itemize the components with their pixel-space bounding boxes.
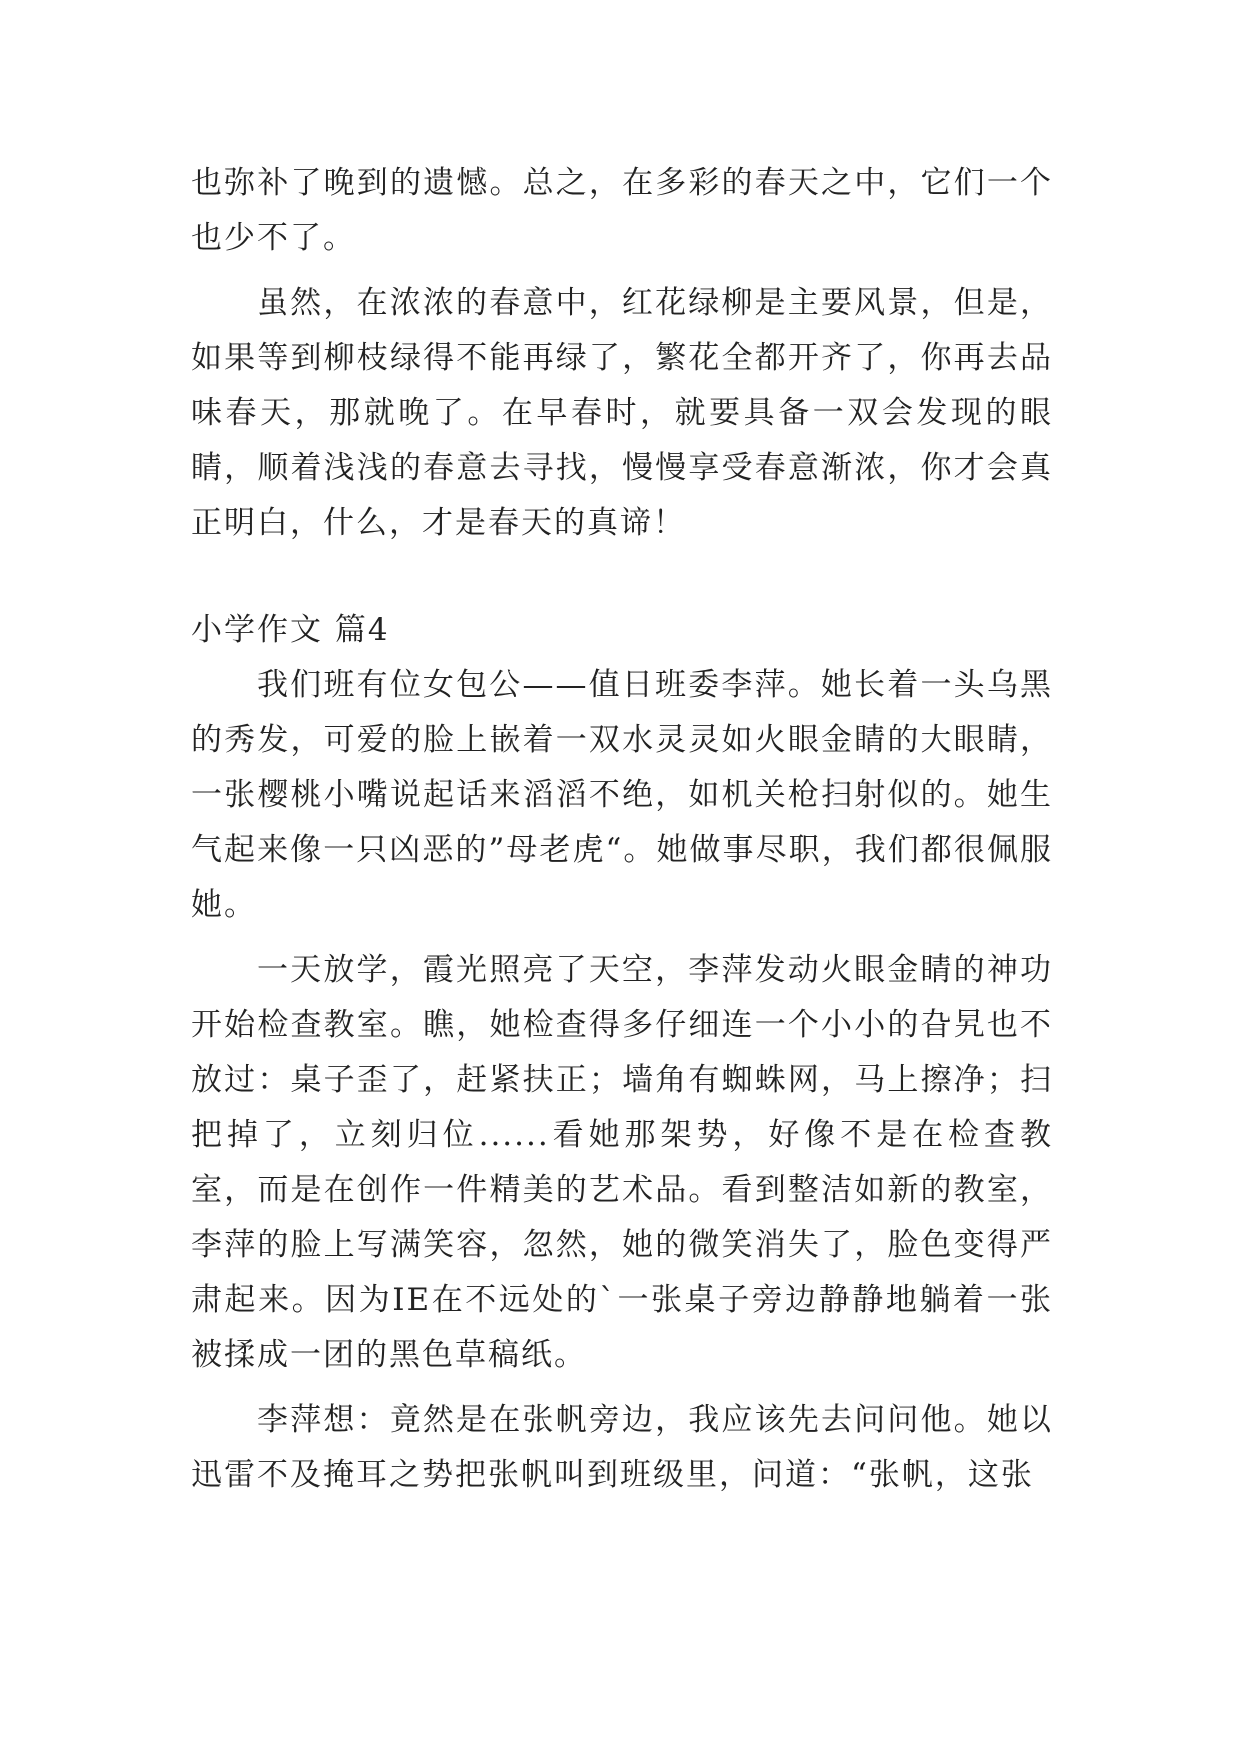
document-body bbox=[191, 156, 1053, 1513]
paragraph-zhang-fan: 李萍想：竟然是在张帆旁边，我应该先去问问他。她以迅雷不及掩耳之势把张帆叫到班级里，问道：“张帆，这张 bbox=[191, 1402, 1053, 1493]
section-heading: 小学作文 篇4 bbox=[191, 612, 390, 648]
paragraph-spring-essence: 虽然，在浓浓的春意中，红花绿柳是主要风景，但是，如果等到柳枝绿得不能再绿了，繁花全都开齐了，你再去品味春天，那就晚了。在早春时，就要具备一双会发现的眼睛，顺着浅浅的春意去寻找，慢慢享受春意渐浓，你才会真正明白，什么，才是春天的真谛！ bbox=[191, 285, 1053, 541]
paragraph-li-ping-intro: 我们班有位女包公——值日班委李萍。她长着一头乌黑的秀发，可爱的脸上嵌着一双水灵灵如火眼金睛的大眼睛，一张樱桃小嘴说起话来滔滔不绝，如机关枪扫射似的。她生气起来像一只凶恶的”母老虎“。她做事尽职，我们都很佩服她。 bbox=[191, 667, 1053, 923]
paragraph-continuation: 也弥补了晚到的遗憾。总之，在多彩的春天之中，它们一个也少不了。 bbox=[191, 165, 1053, 256]
paragraph-classroom-check: 一天放学，霞光照亮了天空，李萍发动火眼金睛的神功开始检查教室。瞧，她检查得多仔细连一个小小的旮旯也不放过：桌子歪了，赶紧扶正；墙角有蜘蛛网，马上擦净；扫把掉了，立刻归位......看她那架势，好像不是在检查教室，而是在创作一件精美的艺术品。看到整洁如新的教室，李萍的脸上写满笑容，忽然，她的微笑消失了，脸色变得严肃起来。因为IE在不远处的`一张桌子旁边静静地躺着一张被揉成一团的黑色草稿纸。 bbox=[191, 952, 1053, 1373]
